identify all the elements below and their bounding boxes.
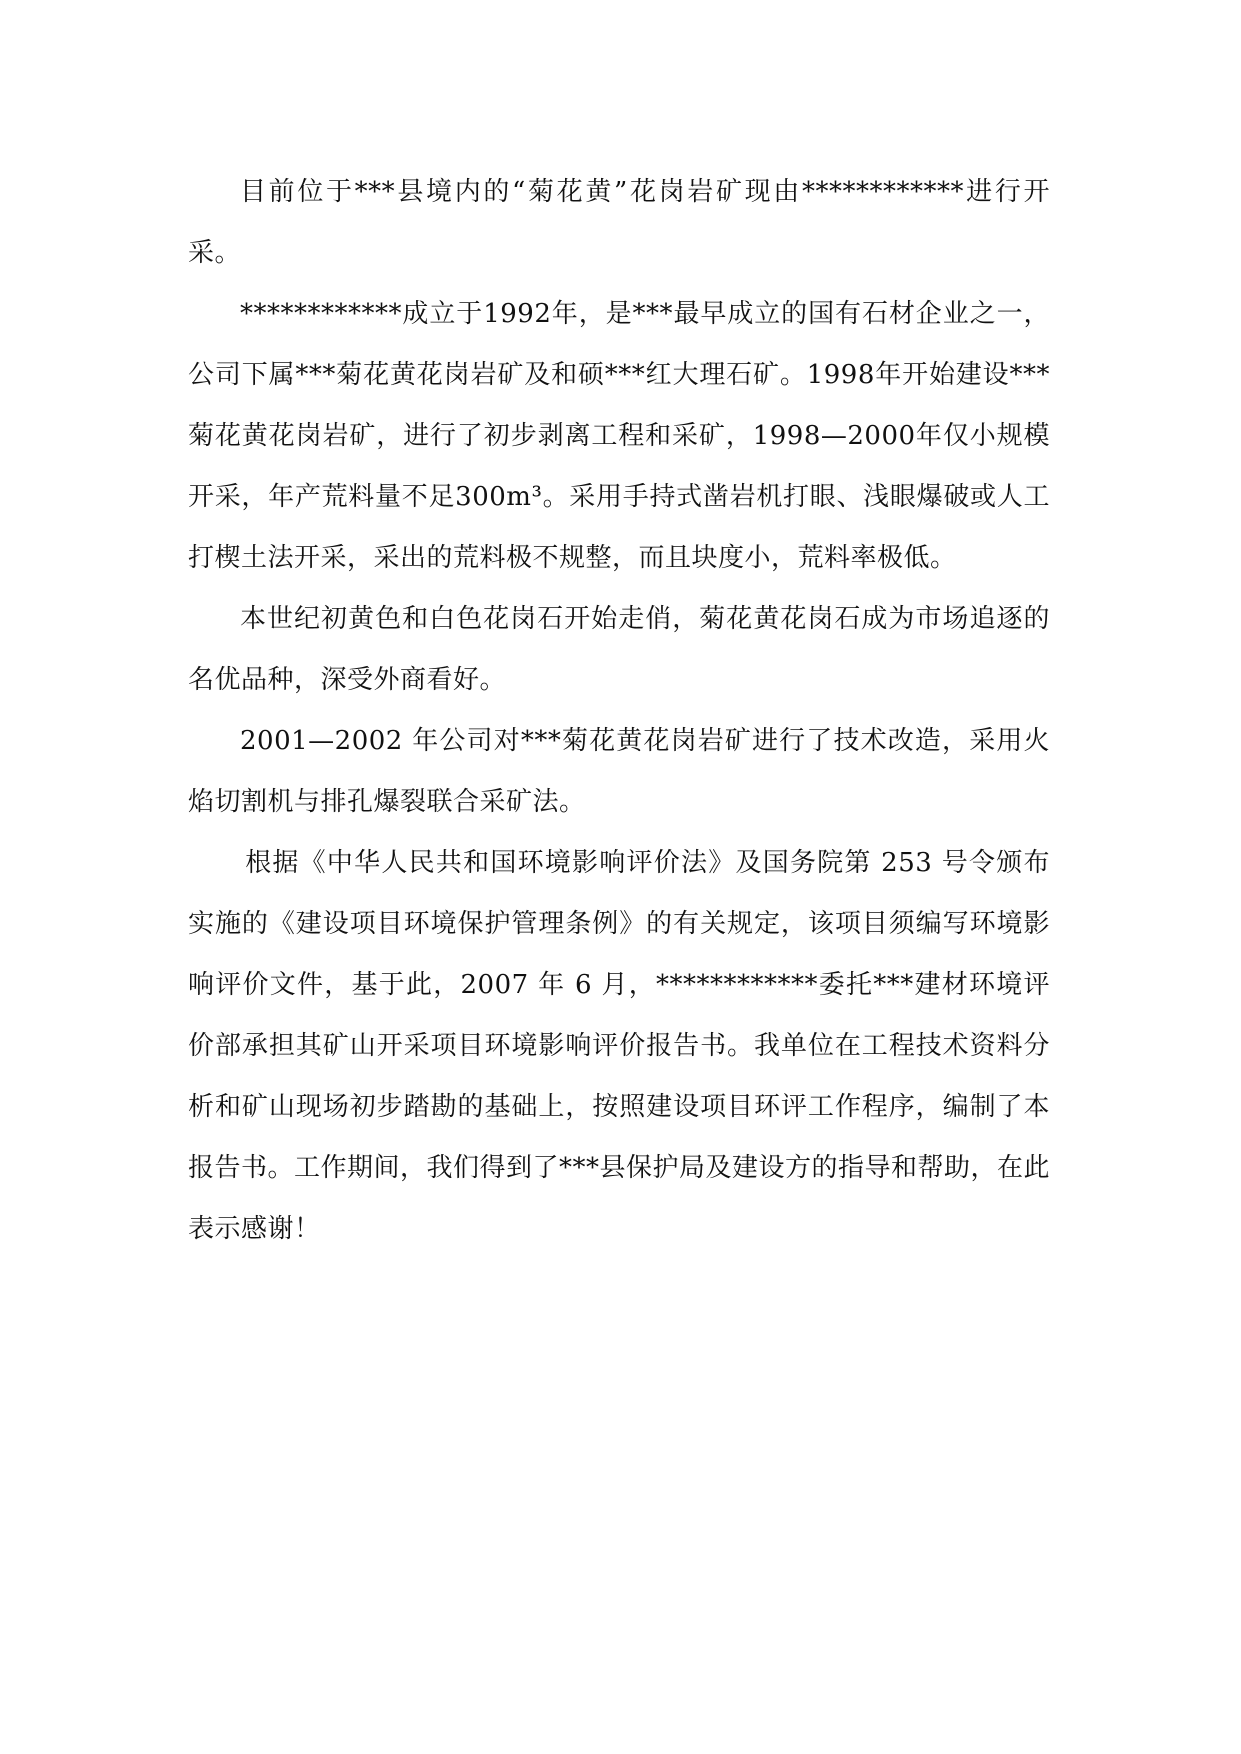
paragraph-company-history: ************成立于1992年，是***最早成立的国有石材企业之一，公司下属***菊花黄花岗岩矿及和硕***红大理石矿。1998年开始建设***菊花黄花岗岩矿，进行了初步剥离工程和采矿，1998—2000年仅小规模开采，年产荒料量不足300m³。采用手持式凿岩机打眼、浅眼爆破或人工打楔土法开采，采出的荒料极不规整，而且块度小，荒料率极低。 [188, 299, 1050, 573]
paragraph-intro: 目前位于***县境内的“菊花黄”花岗岩矿现由************进行开采。 [188, 177, 1050, 268]
paragraph-legal-basis: 根据《中华人民共和国环境影响评价法》及国务院第 253 号令颁布实施的《建设项目环境保护管理条例》的有关规定，该项目须编写环境影响评价文件，基于此，2007 年 6 月，************委托***建材环境评价部承担其矿山开采项目环境影响评价报告书。我单位在工程技术资料分析和矿山现场初步踏勘的基础上，按照建设项目环评工作程序，编制了本报告书。工作期间，我们得到了***县保护局及建设方的指导和帮助，在此表示感谢！ [188, 848, 1051, 1244]
paragraph-renovation: 2001—2002 年公司对***菊花黄花岗岩矿进行了技术改造，采用火焰切割机与排孔爆裂联合采矿法。 [188, 726, 1050, 817]
paragraph-market: 本世纪初黄色和白色花岗石开始走俏，菊花黄花岗石成为市场追逐的名优品种，深受外商看好。 [188, 604, 1050, 695]
document-body [188, 162, 1050, 1260]
